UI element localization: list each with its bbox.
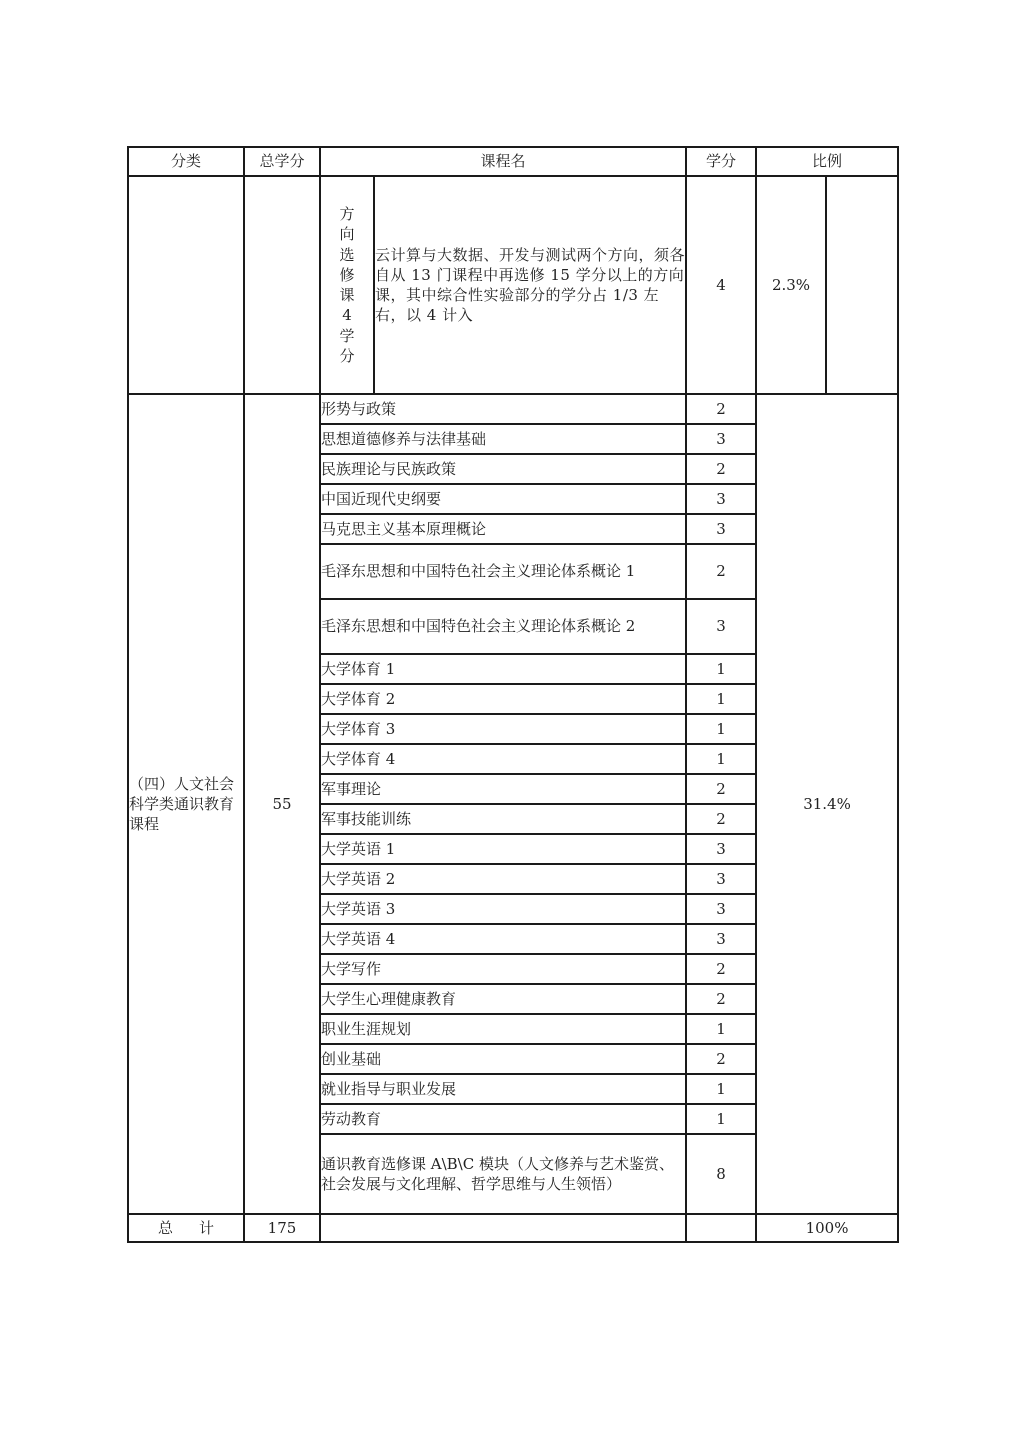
course-name: 大学英语 2 [320,864,686,894]
header-credits: 学分 [686,147,756,176]
course-credits: 1 [686,744,756,774]
vertical-label-char: 4 [342,306,352,325]
vertical-label-char: 课 [339,286,355,304]
total-row [128,1214,898,1242]
curriculum-table [127,146,899,1243]
course-name: 创业基础 [320,1044,686,1074]
header-ratio: 比例 [756,147,898,176]
course-name: 通识教育选修课 A\B\C 模块（人文修养与艺术鉴赏、社会发展与文化理解、哲学思维与人生领悟） [320,1134,686,1214]
header-category: 分类 [128,147,244,176]
course-credits: 3 [686,864,756,894]
elective-row [128,176,898,394]
course-credits: 3 [686,924,756,954]
course-credits: 2 [686,544,756,599]
course-credits: 2 [686,1044,756,1074]
course-credits: 1 [686,1104,756,1134]
course-name: 大学英语 1 [320,834,686,864]
elective-total-cell [244,176,320,394]
course-name: 就业指导与职业发展 [320,1074,686,1104]
course-name: 毛泽东思想和中国特色社会主义理论体系概论 1 [320,544,686,599]
course-credits: 2 [686,984,756,1014]
total-label-text: 总计 [157,1218,240,1237]
course-credits: 3 [686,484,756,514]
total-ratio: 100% [756,1214,898,1242]
vertical-label-char: 修 [339,265,355,284]
course-name: 劳动教育 [320,1104,686,1134]
course-name: 大学生心理健康教育 [320,984,686,1014]
vertical-label-char: 方 [339,205,355,223]
total-label [128,1214,244,1242]
course-name: 大学体育 4 [320,744,686,774]
humanities-ratio: 31.4% [756,394,898,1214]
vertical-label-char: 学 [339,326,355,345]
humanities-total-credits: 55 [244,394,320,1214]
course-name: 大学写作 [320,954,686,984]
header-course-name: 课程名 [320,147,686,176]
course-credits: 3 [686,599,756,654]
elective-ratio-blank [826,176,898,394]
course-credits: 1 [686,1074,756,1104]
total-credits: 175 [244,1214,320,1242]
course-name: 大学体育 3 [320,714,686,744]
course-name: 形势与政策 [320,394,686,424]
course-name: 职业生涯规划 [320,1014,686,1044]
total-course-blank [320,1214,686,1242]
course-name: 民族理论与民族政策 [320,454,686,484]
elective-ratio: 2.3% [756,176,826,394]
course-credits: 2 [686,804,756,834]
course-credits: 8 [686,1134,756,1214]
course-name: 大学体育 2 [320,684,686,714]
elective-vertical-label [320,176,374,394]
header-row [128,147,898,176]
course-credits: 2 [686,954,756,984]
elective-description: 云计算与大数据、开发与测试两个方向，须各自从 13 门课程中再选修 15 学分以上的方向课，其中综合性实验部分的学分占 1/3 左右，以 4 计入 [374,176,686,394]
elective-category-cell [128,176,244,394]
course-name: 中国近现代史纲要 [320,484,686,514]
course-credits: 3 [686,514,756,544]
course-credits: 1 [686,684,756,714]
course-credits: 2 [686,774,756,804]
course-credits: 2 [686,394,756,424]
course-name: 军事技能训练 [320,804,686,834]
course-name: 思想道德修养与法律基础 [320,424,686,454]
header-total-credits: 总学分 [244,147,320,176]
vertical-label-char: 向 [339,225,355,244]
course-name: 大学英语 3 [320,894,686,924]
course-name: 大学英语 4 [320,924,686,954]
vertical-label-char: 选 [339,245,355,264]
humanities-category: （四）人文社会科学类通识教育课程 [128,394,244,1214]
elective-credits: 4 [686,176,756,394]
course-credits: 3 [686,894,756,924]
course-credits: 3 [686,834,756,864]
course-name: 大学体育 1 [320,654,686,684]
course-credits: 1 [686,714,756,744]
course-credits: 2 [686,454,756,484]
course-credits: 1 [686,654,756,684]
course-name: 军事理论 [320,774,686,804]
course-name: 马克思主义基本原理概论 [320,514,686,544]
total-credits-blank [686,1214,756,1242]
course-credits: 3 [686,424,756,454]
vertical-label-char: 分 [339,346,355,365]
course-name: 毛泽东思想和中国特色社会主义理论体系概论 2 [320,599,686,654]
course-credits: 1 [686,1014,756,1044]
course-row [128,394,898,424]
